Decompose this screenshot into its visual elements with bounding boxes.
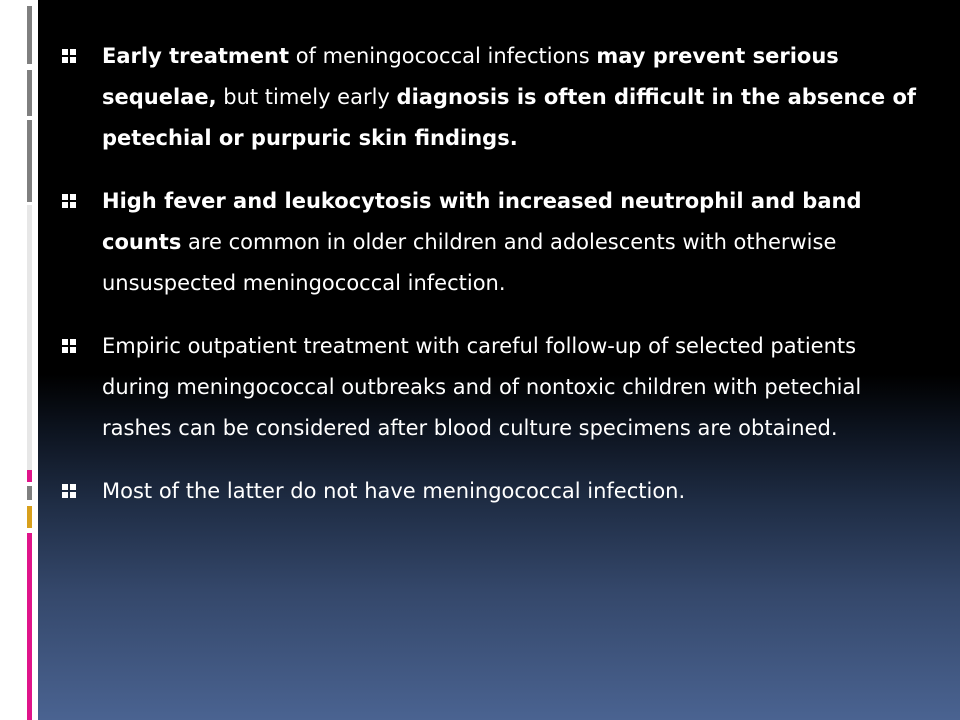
bullet-text	[102, 479, 685, 503]
bullet-text	[102, 334, 861, 440]
left-margin	[0, 0, 38, 720]
text-segment: Most of the latter do not have meningococcal infection.	[102, 479, 686, 503]
accent-bar-gray	[27, 120, 32, 202]
accent-bar-gray	[27, 70, 32, 116]
accent-bar-light	[27, 205, 32, 470]
bullet-marker-icon	[62, 194, 76, 208]
accent-bar-gray	[27, 6, 32, 64]
bullet-item	[62, 36, 922, 159]
text-segment: but timely early	[216, 85, 397, 109]
bullet-marker-icon	[62, 484, 76, 498]
bullet-list	[62, 36, 922, 534]
accent-bar-pink	[27, 470, 32, 482]
text-segment: are common in older children and adolescents with otherwise unsuspected meningococcal infection.	[102, 230, 837, 295]
bullet-marker-icon	[62, 339, 76, 353]
accent-bar-gray	[27, 486, 32, 500]
text-segment: High fever and leukocytosis with increased neutrophil and band counts	[102, 189, 862, 254]
text-segment: Early treatment	[102, 44, 290, 68]
accent-bar-pink	[27, 533, 32, 720]
bullet-item	[62, 181, 922, 304]
bullet-text	[102, 189, 862, 295]
accent-bar-gold	[27, 506, 32, 528]
bullet-item	[62, 471, 922, 512]
text-segment: may prevent serious sequelae,	[102, 44, 839, 109]
text-segment: Empiric outpatient treatment with careful follow-up of selected patients during meningococcal outbreaks and of nontoxic children with petechial rashes can be considered after blood culture specimens are obtained.	[102, 334, 862, 440]
text-segment: diagnosis is often difficult in the absence of petechial or purpuric skin findings.	[102, 85, 917, 150]
bullet-marker-icon	[62, 49, 76, 63]
bullet-item	[62, 326, 922, 449]
bullet-text	[102, 44, 916, 150]
text-segment: of meningococcal infections	[289, 44, 597, 68]
